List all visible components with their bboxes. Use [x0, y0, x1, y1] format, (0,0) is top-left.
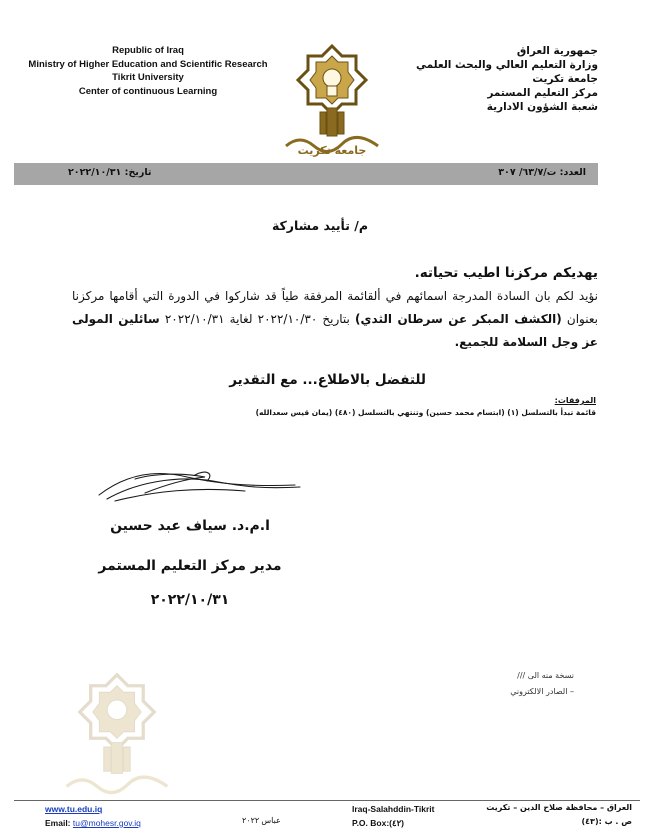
reference-number-value: ت/٦٣/٧/ ٣٠٧ — [498, 167, 557, 178]
reference-number-label: العدد: — [559, 167, 586, 178]
signatory-date: ٢٠٢٢/١٠/٣١ — [150, 592, 230, 608]
handwritten-signature — [95, 465, 305, 513]
university-logo — [280, 42, 385, 160]
letter-closing: للتفضل بالاطلاع... مع التقدير — [229, 372, 426, 388]
body-part2: بتاريخ ٢٠٢٢/١٠/٣٠ لغاية ٢٠٢٢/١٠/٣١ — [164, 312, 350, 326]
header-ar-line: جامعة تكريت — [532, 73, 598, 85]
attachments-text: قائمة تبدأ بالتسلسل (١) (ابتسام محمد حسين) وتنتهي بالتسلسل (٤٨٠) (يمان قيس سعدالله) — [255, 408, 596, 417]
header-english — [8, 44, 288, 98]
header-ar-line: مركز التعليم المستمر — [487, 87, 598, 99]
header-en-line: Center of continuous Learning — [78, 85, 218, 97]
footer-city: Iraq-Salahddin-Tikrit — [352, 804, 435, 814]
header-en-line: Ministry of Higher Education and Scientific Research — [28, 58, 268, 70]
reference-date-label: تاريخ: — [124, 167, 152, 178]
reference-date — [68, 167, 151, 178]
header-arabic — [416, 44, 598, 114]
signatory-title: مدير مركز التعليم المستمر — [98, 558, 282, 574]
signatory-name: ا.م.د. سياف عبد حسين — [110, 518, 270, 534]
header-ar-line: جمهورية العراق — [516, 45, 598, 57]
letter-greeting: يهديكم مركزنا اطيب تحياته. — [414, 265, 598, 281]
copy-to-item: – الصادر الالكتروني — [510, 687, 574, 696]
copy-to-note — [510, 668, 574, 700]
letter-body — [72, 262, 598, 354]
header-en-line: Republic of Iraq — [112, 45, 184, 56]
reference-number — [498, 167, 586, 178]
copy-to-label: نسخة منه الى /// — [517, 671, 574, 680]
header-ar-line: شعبة الشؤون الادارية — [486, 101, 598, 113]
reference-bar — [14, 163, 598, 185]
footer-typist: عباس ٢٠٢٢ — [242, 816, 281, 825]
footer-pobox-arabic: ص . ب :(٤٣) — [581, 817, 632, 826]
footer-divider — [14, 800, 640, 801]
footer-email-label: Email: — [45, 818, 71, 828]
watermark-logo — [60, 670, 175, 800]
footer-email — [45, 818, 141, 828]
logo-text: جامعة تكريت — [297, 144, 367, 157]
footer-email-link[interactable]: tu@mohesr.gov.iq — [72, 818, 141, 828]
footer-pobox: P.O. Box:(٤٢) — [352, 818, 404, 828]
reference-date-value: ٢٠٢٢/١٠/٣١ — [68, 167, 122, 178]
attachments-label: المرفقات: — [554, 396, 596, 405]
course-title: (الكشف المبكر عن سرطان الثدي) — [355, 312, 562, 326]
body-part1: نؤيد لكم بان السادة المدرجة اسمائهم في ألقائمة المرفقة طياً قد شاركوا في الدورة التي أقامها مركزنا بعنوان — [72, 289, 599, 326]
body-part3: سائلين المولى عز وجل السلامة للجميع. — [72, 312, 598, 349]
footer-website-link[interactable]: www.tu.edu.iq — [45, 804, 103, 814]
header-ar-line: وزارة التعليم العالي والبحث العلمي — [415, 59, 598, 71]
header-en-line: Tikrit University — [112, 72, 184, 83]
letter-subject: م/ تأييد مشاركة — [271, 218, 368, 233]
footer-address-arabic: العراق – محافظة صلاح الدين – تكريت — [486, 803, 632, 812]
